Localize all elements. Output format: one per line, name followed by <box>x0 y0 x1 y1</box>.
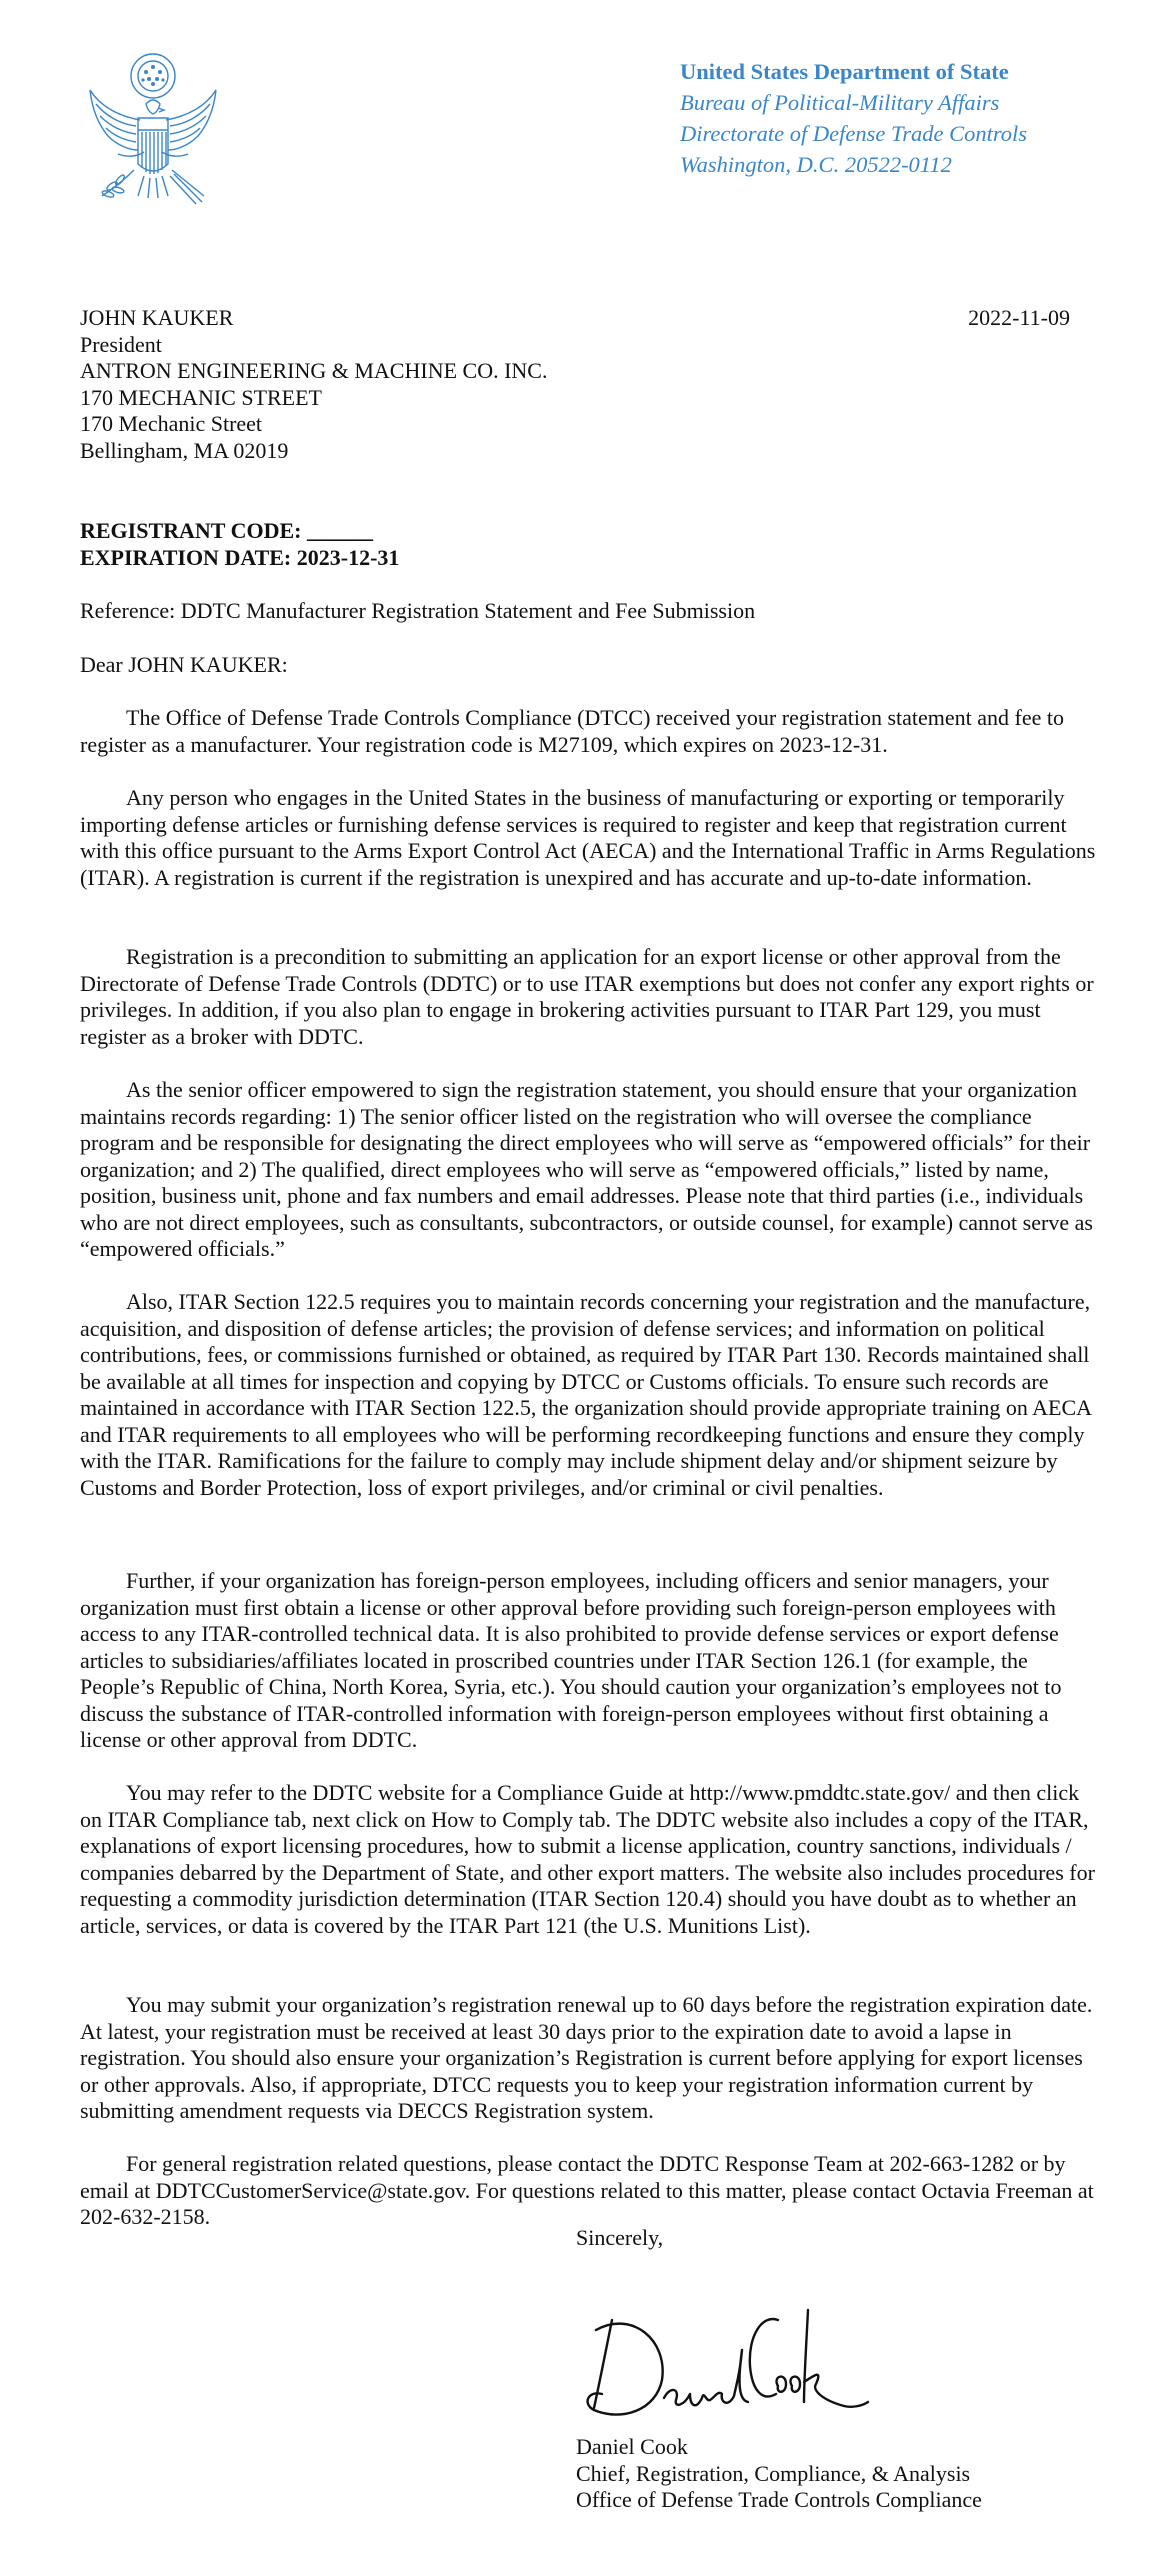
letterhead <box>680 56 1027 180</box>
handwritten-signature-icon <box>572 2290 872 2440</box>
letter-paragraph <box>80 1289 1106 1501</box>
letter-paragraph <box>80 705 1106 758</box>
paragraph-text: The Office of Defense Trade Controls Compliance (DTCC) received your registration statement and fee to register as a manufacturer. Your registration code is M27109, which expires on 2023-12-31. <box>80 705 1064 757</box>
letter-paragraph <box>80 2151 1106 2231</box>
recipient-street-1: 170 MECHANIC STREET <box>80 384 322 410</box>
paragraph-text: Any person who engages in the United States in the business of manufacturing or exporting or temporarily importing defense articles or furnishing defense services is required to register and keep that registration current with this office pursuant to the Arms Export Control Act (AECA) and the International Traffic in Arms Regulations (ITAR). A registration is current if the registration is unexpired and has accurate and up-to-date information. <box>80 785 1096 890</box>
paragraph-text: You may refer to the DDTC website for a Compliance Guide at http://www.pmddtc.state.gov/ and then click on ITAR Compliance tab, next click on How to Comply tab. The DDTC website also includes a copy of the ITAR, explanations of export licensing procedures, how to submit a license application, country sanctions, individuals / companies debarred by the Department of State, and other export matters. The website also includes procedures for requesting a commodity jurisdiction determination (ITAR Section 120.4) should you have doubt as to whether an article, services, or data is covered by the ITAR Part 121 (the U.S. Munitions List). <box>80 1780 1095 1938</box>
signer-block <box>576 2434 982 2514</box>
paragraph-text: Further, if your organization has foreign-person employees, including officers and senior managers, your organization must first obtain a license or other approval before providing such foreign-person employees with access to any ITAR-controlled technical data. It is also prohibited to provide defense services or export defense articles to subsidiaries/affiliates located in proscribed countries under ITAR Section 126.1 (for example, the People’s Republic of China, North Korea, Syria, etc.). You should caution your organization’s employees not to discuss the substance of ITAR-controlled information with foreign-person employees without first obtaining a license or other approval from DDTC. <box>80 1568 1062 1752</box>
expiration-date: EXPIRATION DATE: 2023-12-31 <box>80 544 400 570</box>
letter-paragraph <box>80 944 1106 1050</box>
office-location: Washington, D.C. 20522-0112 <box>680 152 952 177</box>
registration-codes <box>80 518 399 571</box>
reference-line: Reference: DDTC Manufacturer Registration Statement and Fee Submission <box>80 598 756 623</box>
paragraph-text: As the senior officer empowered to sign the registration statement, you should ensure that your organization maintains records regarding: 1) The senior officer listed on the registration who will oversee the compliance program and be responsible for designating the direct employees who will serve as “empowered officials” for their organization; and 2) The qualified, direct employees who will serve as “empowered officials,” listed by name, position, business unit, phone and fax numbers and email addresses. Please note that third parties (i.e., individuals who are not direct employees, such as consultants, subcontractors, or outside counsel, for example) cannot serve as “empowered officials.” <box>80 1077 1093 1261</box>
paragraph-text: You may submit your organization’s registration renewal up to 60 days before the registration expiration date. At latest, your registration must be received at least 30 days prior to the expiration date to avoid a lapse in registration. You should also ensure your organization’s Registration is current before applying for export licenses or other approvals. Also, if appropriate, DTCC requests you to keep your registration information current by submitting amendment requests via DECCS Registration system. <box>80 1992 1093 2123</box>
signer-office: Office of Defense Trade Controls Compliance <box>576 2487 982 2512</box>
recipient-address <box>80 305 547 464</box>
salutation: Dear JOHN KAUKER: <box>80 652 288 677</box>
recipient-name: JOHN KAUKER <box>80 305 234 330</box>
letter-paragraph <box>80 1992 1106 2125</box>
signer-title: Chief, Registration, Compliance, & Analysis <box>576 2460 971 2486</box>
directorate-name: Directorate of Defense Trade Controls <box>680 121 1028 146</box>
letter-date: 2022-11-09 <box>968 305 1070 330</box>
recipient-company: ANTRON ENGINEERING & MACHINE CO. INC. <box>80 358 548 383</box>
letter-paragraph <box>80 1077 1106 1263</box>
letter-paragraph <box>80 1780 1106 1939</box>
great-seal-icon <box>78 46 228 252</box>
paragraph-text: For general registration related questions, please contact the DDTC Response Team at 202-663-1282 or by email at DDTCCustomerService@state.gov. For questions related to this matter, please contact Octavia Freeman at 202-632-2158. <box>80 2151 1094 2229</box>
recipient-title: President <box>80 331 162 357</box>
recipient-city: Bellingham, MA 02019 <box>80 437 289 463</box>
paragraph-text: Registration is a precondition to submitting an application for an export license or other approval from the Directorate of Defense Trade Controls (DDTC) or to use ITAR exemptions but does not confer any export rights or privileges. In addition, if you also plan to engage in brokering activities pursuant to ITAR Part 129, you must register as a broker with DDTC. <box>80 944 1094 1049</box>
recipient-street-2: 170 Mechanic Street <box>80 411 263 436</box>
paragraph-text: Also, ITAR Section 122.5 requires you to maintain records concerning your registration and the manufacture, acquisition, and disposition of defense articles; the provision of defense services; and information on political contributions, fees, or commissions furnished or obtained, as required by ITAR Part 130. Records maintained shall be available at all times for inspection and copying by DTCC or Customs officials. To ensure such records are maintained in accordance with ITAR Section 122.5, the organization should provide appropriate training on AECA and ITAR requirements to all employees who will be performing recordkeeping functions and ensure they comply with the ITAR. Ramifications for the failure to comply may include shipment delay and/or shipment seizure by Customs and Border Protection, loss of export privileges, and/or criminal or civil penalties. <box>80 1289 1091 1500</box>
letter-paragraph <box>80 1568 1106 1754</box>
registrant-code: REGISTRANT CODE: ______ <box>80 518 373 543</box>
bureau-name: Bureau of Political-Military Affairs <box>680 90 1000 115</box>
signer-name: Daniel Cook <box>576 2434 688 2459</box>
letter-paragraph <box>80 785 1106 891</box>
closing: Sincerely, <box>576 2225 664 2250</box>
department-name: United States Department of State <box>680 59 1009 84</box>
